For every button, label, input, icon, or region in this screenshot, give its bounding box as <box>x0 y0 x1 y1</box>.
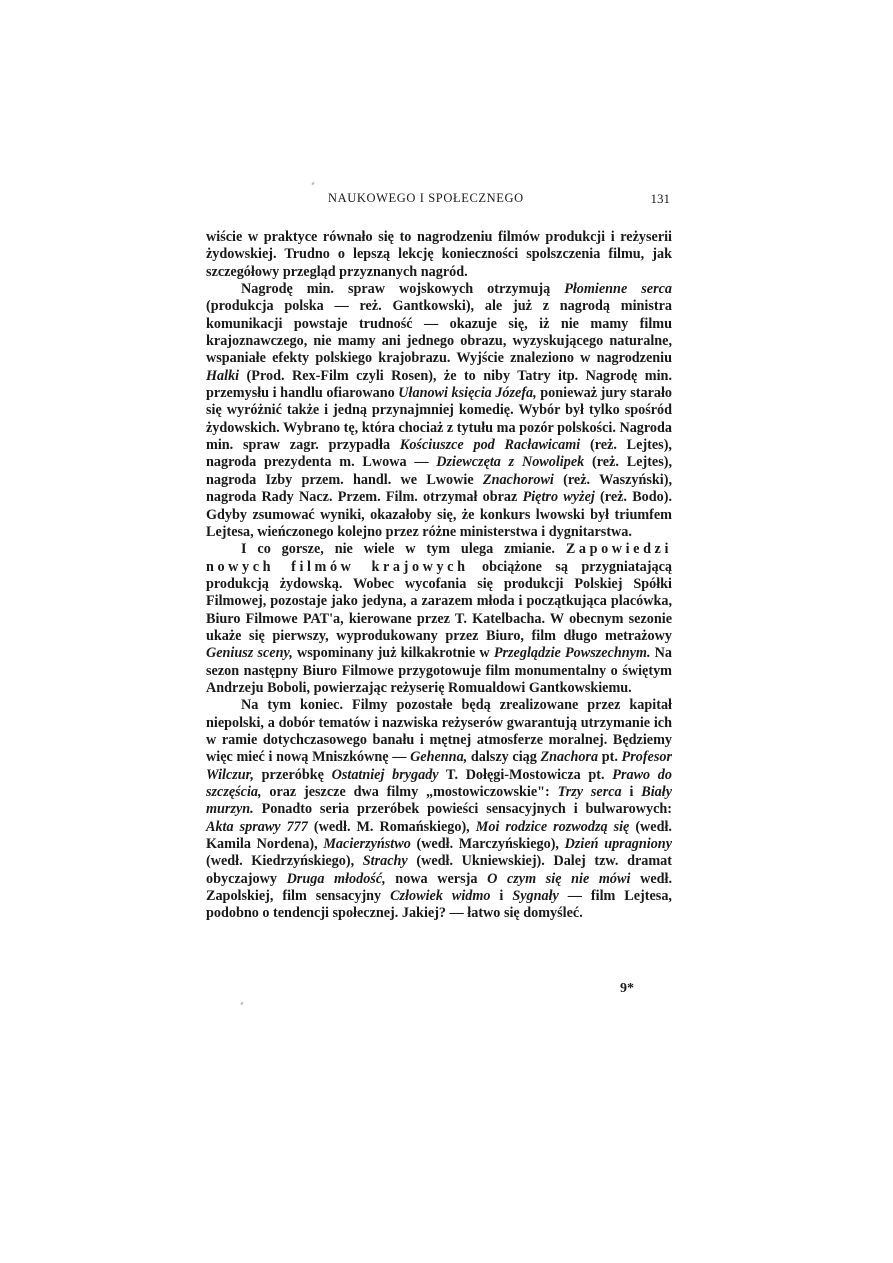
text-run: wspominany już kilkakrotnie w <box>292 645 494 662</box>
paragraph <box>206 697 672 922</box>
title-italic: Ułanowi księcia Józefa, <box>398 385 537 402</box>
title-italic: Znachorowi <box>482 471 554 488</box>
text-run: Nagrodę min. spraw wojskowych otrzymują <box>241 281 565 298</box>
text-run: (wedł. M. Romańskiego), <box>307 818 476 835</box>
title-italic: Halki <box>206 367 240 384</box>
text-run: (wedł. Kiedrzyńskiego), <box>206 853 363 870</box>
text-run: oraz jeszcze dwa filmy „mostowiczowskie": <box>261 784 558 800</box>
title-italic: Macierzyństwo <box>323 836 411 853</box>
text-run: wiście w praktyce równało się to nagrodzeniu filmów produkcji i reżyserii żydowskiej. Trudno o lepszą lekcję konieczności spolszczenia filmu, jak szczegółowy przegląd przyznanych nagród. <box>206 229 672 280</box>
paper-speck <box>240 1002 243 1006</box>
title-italic: Sygnały <box>512 888 559 905</box>
title-italic: Akta sprawy 777 <box>206 818 308 835</box>
title-italic: Człowiek widmo <box>390 888 491 905</box>
title-italic: Kościuszce pod Racławicami <box>399 437 581 454</box>
text-run: obciążone są przygniatającą produkcją żydowską. Wobec wycofania się produkcji Polskiej Spółki Filmowej, pozostaje jako jedyna, a zarazem młoda i początkująca placówka, Biuro Filmowe PAT'a, kierowane przez T. Katelbacha. W obecnym sezonie ukaże się pierwszy, wyprodukowany przez Biuro, film długo metrażowy <box>206 558 672 644</box>
title-italic: Trzy serca <box>557 784 622 800</box>
text-run: Na tym koniec. Filmy pozostałe będą zrealizowane przez kapitał niepolski, a dobór tematów i nazwiska reżyserów gwarantują utrzymanie ich w ramie dotychczasowego banału i mętnej atmosferze moralnej. Będziemy więc mieć i nową Mniszkównę — <box>206 697 672 766</box>
text-run: (Prod. Rex-Film czyli Rosen), że to niby Tatry itp. Nagrodę min. przemysłu i handlu ofiarowano <box>206 367 672 402</box>
text-run: (reż. Lejtes), nagroda Izby przem. handl. we Lwowie <box>206 454 673 488</box>
spaced-emphasis: Zapowiedzi nowych filmów krajowych <box>206 541 672 575</box>
page-header <box>206 191 672 211</box>
paper-speck <box>311 182 314 186</box>
title-italic: Dzień upragniony <box>564 836 672 853</box>
page-number: 131 <box>650 191 670 206</box>
text-run: (reż. Bodo). Gdyby zsumować wyniki, okazałoby się, że konkurs lwowski był triumfem Lejtesa, wieńczonego kolejno przez różne ministerstwa i dygnitarstwa. <box>206 489 673 540</box>
printer-signature-mark: 9* <box>620 981 634 996</box>
paragraph <box>206 541 672 697</box>
title-italic: O czym się nie mówi <box>487 870 631 887</box>
title-italic: Piętro wyżej <box>522 489 595 506</box>
title-italic: Prawo do szczęścia, <box>206 766 672 800</box>
title-italic: Biały murzyn. <box>206 784 672 818</box>
text-run: (reż. Lejtes), nagroda prezydenta m. Lwowa — <box>206 437 672 471</box>
text-run: i <box>621 784 642 800</box>
running-title: NAUKOWEGO I SPOŁECZNEGO <box>328 191 524 205</box>
text-run: Ponadto seria przeróbek powieści sensacyjnych i bulwarowych: <box>253 801 672 818</box>
title-italic: Druga młodość, <box>286 870 386 887</box>
text-run: (wedł. Ukniewskiej). Dalej tzw. dramat obyczajowy <box>206 853 673 887</box>
title-italic: Dziewczęta z Nowolipek <box>436 454 585 471</box>
article-body <box>206 229 672 923</box>
text-run: — film Lejtesa, podobno o tendencji społecznej. Jakiej? — łatwo się domyśleć. <box>206 888 672 922</box>
paragraph <box>206 229 672 281</box>
text-run: przeróbkę <box>253 766 332 783</box>
title-italic: Przeglądzie Powszechnym. <box>493 645 651 662</box>
text-run: I co gorsze, nie wiele w tym ulega zmianie. <box>241 541 566 558</box>
text-run: dalszy ciąg <box>467 749 541 766</box>
title-italic: Moi rodzice rozwodzą się <box>475 818 630 835</box>
text-run: i <box>490 888 513 905</box>
title-italic: Ostatniej brygady <box>331 766 439 783</box>
text-run: (wedł. Marczyńskiego), <box>410 836 565 853</box>
text-run: pt. <box>598 749 622 766</box>
text-run: (reż. Waszyński), nagroda Rady Nacz. Przem. Film. otrzymał obraz <box>206 471 672 506</box>
text-run: nowa wersja <box>385 870 488 887</box>
title-italic: Strachy <box>362 853 408 870</box>
text-run: T. Dołęgi-Mostowicza pt. <box>438 766 613 783</box>
title-italic: Płomienne serca <box>564 281 672 298</box>
title-italic: Profesor Wilczur, <box>206 749 672 783</box>
text-run: (wedł. Kamila Nordena), <box>206 818 672 853</box>
title-italic: Geniusz sceny, <box>206 645 293 662</box>
text-run: Na sezon następny Biuro Filmowe przygotowuje film monumentalny o świętym Andrzeju Boboli, powierzając reżyserię Romualdowi Gantkowskiemu. <box>206 645 673 696</box>
paragraph <box>206 281 672 541</box>
text-run: (produkcja polska — reż. Gantkowski), ale już z nagrodą ministra komunikacji powstaje trudność — okazuje się, iż nie mamy filmu krajoznawczego, nie mamy ani jednego obrazu, wyzyskującego naturalne, wspaniałe efekty polskiego krajobrazu. Wyjście znaleziono w nagrodzeniu <box>206 298 672 367</box>
text-run: ponieważ jury starało się wyróżnić także i jedną przynajmniej komedię. Wybór był tylko spośród żydowskich. Wybrano tę, która chociaż z tytułu ma pozór polskości. Nagroda min. spraw zagr. przypadła <box>206 385 673 454</box>
text-run: wedł. Zapolskiej, film sensacyjny <box>206 870 672 905</box>
title-italic: Znachora <box>540 749 599 766</box>
title-italic: Gehenna, <box>410 749 468 766</box>
